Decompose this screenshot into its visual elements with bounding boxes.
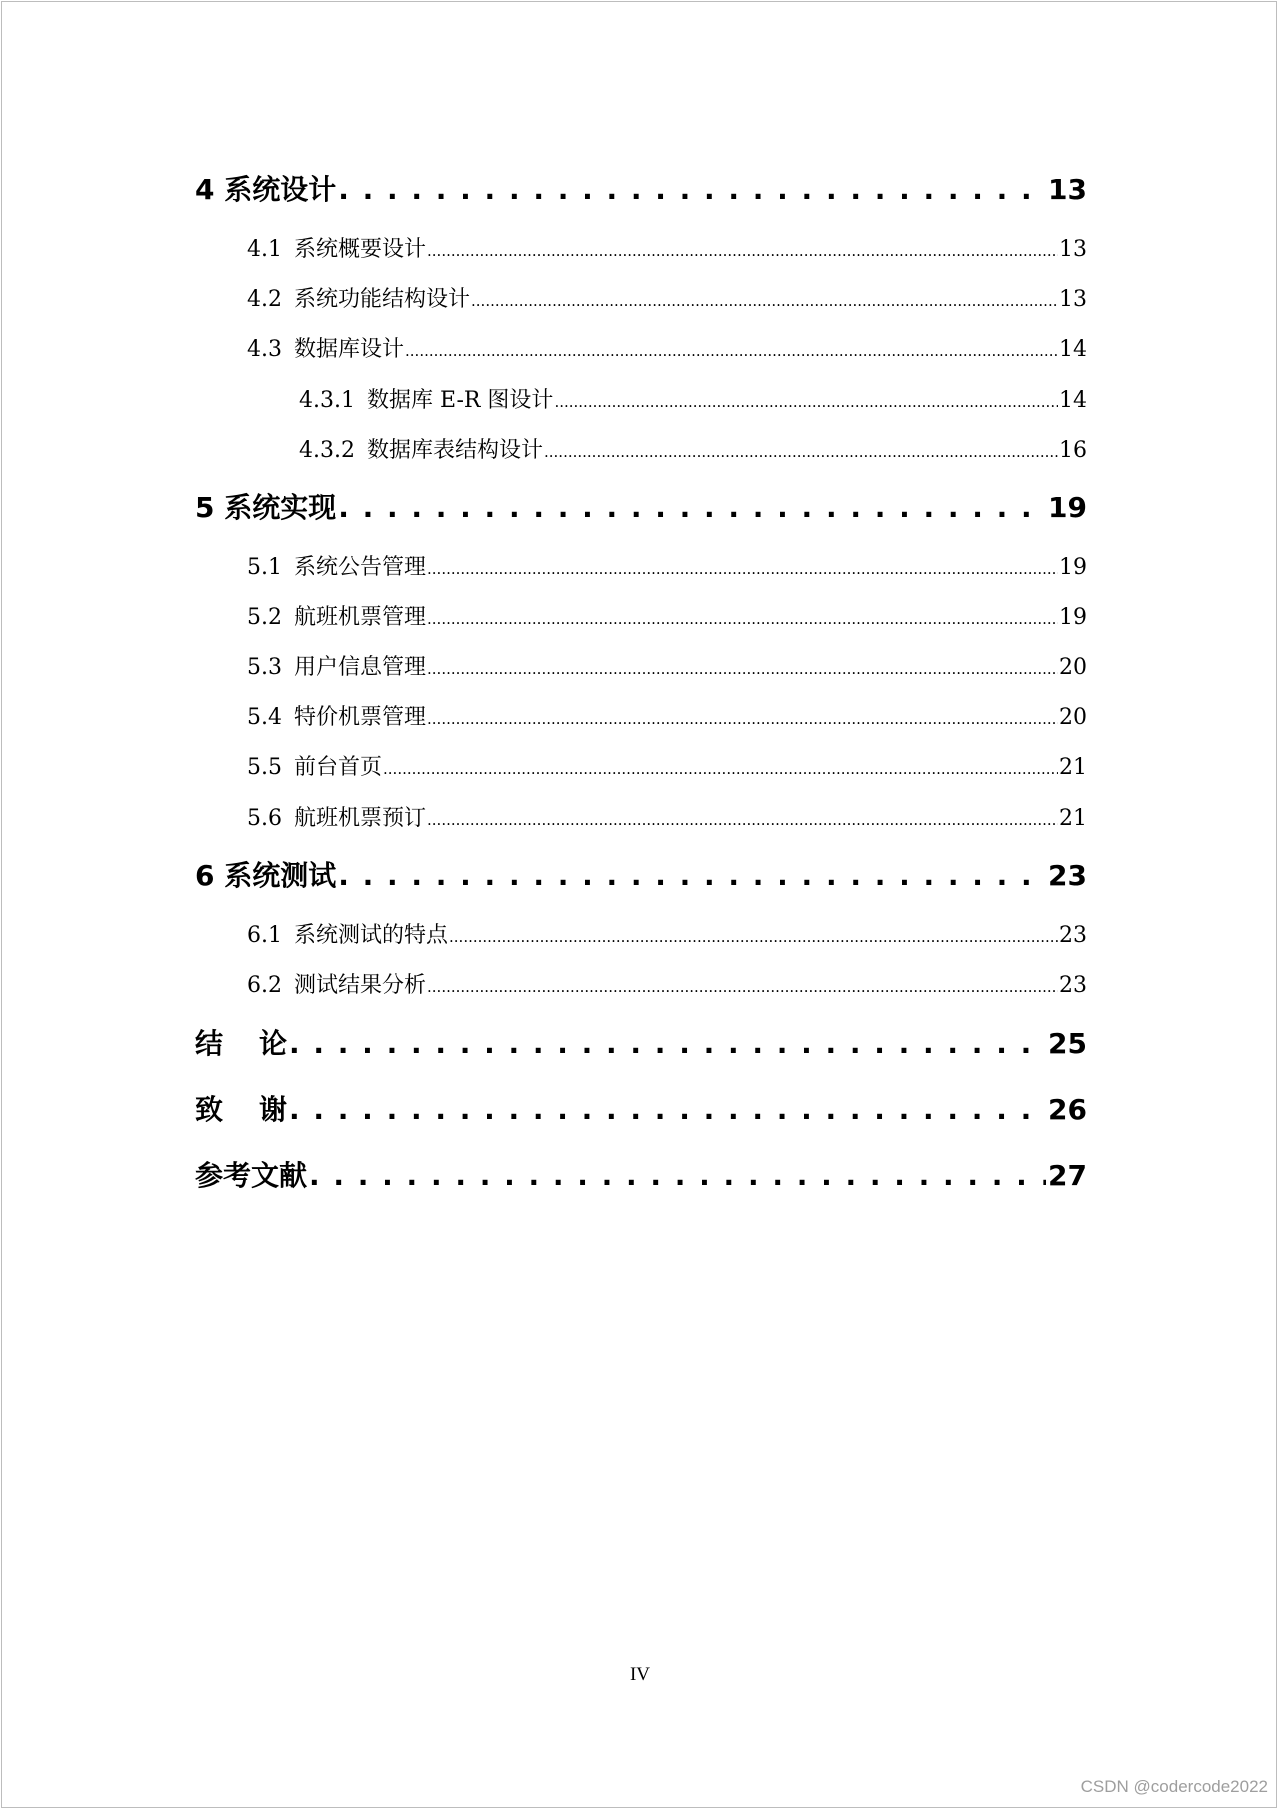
dot-leader — [338, 173, 1046, 206]
dot-leader — [338, 491, 1046, 524]
toc-section-label — [247, 650, 426, 681]
section-title: 系统概要设计 — [294, 237, 427, 262]
toc-section-label — [247, 550, 426, 581]
toc-section-6-2[interactable] — [195, 968, 1087, 1000]
toc-references-label: 参考文献 — [195, 1159, 308, 1192]
dot-leader — [338, 859, 1046, 892]
page-number: 19 — [1059, 605, 1087, 630]
page-number: 13 — [1059, 237, 1087, 262]
chapter-title: 系统设计 — [224, 173, 337, 206]
toc-section-4-3-1[interactable] — [195, 383, 1087, 415]
dot-leader — [383, 760, 1058, 778]
dot-leader — [289, 1027, 1046, 1060]
section-number: 5.6 — [247, 806, 282, 831]
toc-section-label — [299, 383, 553, 414]
section-title: 前台首页 — [294, 755, 383, 780]
page-number: 21 — [1059, 806, 1087, 831]
page-number: 21 — [1059, 755, 1087, 780]
page-number: 25 — [1048, 1027, 1087, 1060]
toc-references[interactable] — [195, 1154, 1087, 1194]
dot-leader — [449, 928, 1058, 946]
toc-section-5-1[interactable] — [195, 550, 1087, 582]
chapter-number: 4 — [195, 173, 215, 206]
toc-section-4-1[interactable] — [195, 232, 1087, 264]
dot-leader — [427, 978, 1058, 996]
toc-conclusion-label — [195, 1022, 287, 1062]
page-number: 20 — [1059, 705, 1087, 730]
toc-section-label — [247, 232, 426, 263]
toc-conclusion[interactable] — [195, 1022, 1087, 1062]
section-title: 用户信息管理 — [294, 655, 427, 680]
toc-acknowledgements-label — [195, 1088, 287, 1128]
toc-section-5-3[interactable] — [195, 650, 1087, 682]
heading-char: 结 — [195, 1027, 224, 1060]
section-title: 系统测试的特点 — [294, 923, 449, 948]
section-title: 系统公告管理 — [294, 555, 427, 580]
toc-section-5-6[interactable] — [195, 801, 1087, 833]
toc-chapter-4[interactable] — [195, 168, 1087, 208]
page-footer-number: IV — [629, 1664, 651, 1685]
dot-leader — [427, 710, 1058, 728]
section-title: 航班机票预订 — [294, 806, 427, 831]
document-page — [1, 1, 1277, 1808]
page-number: 23 — [1048, 859, 1087, 892]
page-number: 20 — [1059, 655, 1087, 680]
toc-section-6-1[interactable] — [195, 918, 1087, 950]
heading-char: 论 — [259, 1027, 288, 1060]
watermark: CSDN @codercode2022 — [1080, 1777, 1268, 1796]
section-number: 4.3.1 — [299, 388, 355, 413]
page-number: 14 — [1059, 337, 1087, 362]
toc-section-label — [247, 801, 426, 832]
section-number: 6.1 — [247, 923, 282, 948]
dot-leader — [427, 811, 1058, 829]
chapter-title: 系统测试 — [224, 859, 337, 892]
toc-section-5-4[interactable] — [195, 700, 1087, 732]
dot-leader — [289, 1093, 1046, 1126]
section-title: 特价机票管理 — [294, 705, 427, 730]
toc-section-5-2[interactable] — [195, 600, 1087, 632]
toc-section-label — [247, 918, 448, 949]
section-number: 5.1 — [247, 555, 282, 580]
toc-section-label — [247, 750, 382, 781]
page-number: 19 — [1059, 555, 1087, 580]
section-number: 4.3.2 — [299, 438, 355, 463]
heading-char: 致 — [195, 1093, 224, 1126]
dot-leader — [554, 393, 1058, 411]
toc-acknowledgements[interactable] — [195, 1088, 1087, 1128]
toc-chapter-5[interactable] — [195, 486, 1087, 526]
section-number: 6.2 — [247, 973, 282, 998]
dot-leader — [309, 1159, 1046, 1192]
page-number: 13 — [1059, 287, 1087, 312]
toc-section-label — [247, 600, 426, 631]
toc-section-label — [247, 332, 404, 363]
toc-section-label — [247, 968, 426, 999]
toc-section-label — [247, 700, 426, 731]
page-number: 23 — [1059, 973, 1087, 998]
page-number: 27 — [1048, 1159, 1087, 1192]
section-title: 测试结果分析 — [294, 973, 427, 998]
section-number: 4.2 — [247, 287, 282, 312]
page-number: 16 — [1059, 438, 1087, 463]
section-number: 4.1 — [247, 237, 282, 262]
page-number: 26 — [1048, 1093, 1087, 1126]
section-title: 系统功能结构设计 — [294, 287, 471, 312]
section-number: 5.2 — [247, 605, 282, 630]
dot-leader — [544, 443, 1058, 461]
toc-chapter-6[interactable] — [195, 854, 1087, 894]
toc-section-label — [299, 433, 543, 464]
section-number: 5.5 — [247, 755, 282, 780]
toc-chapter-6-label — [195, 854, 336, 894]
page-number: 14 — [1059, 388, 1087, 413]
dot-leader — [427, 610, 1058, 628]
section-number: 5.3 — [247, 655, 282, 680]
section-title: 数据库表结构设计 — [366, 438, 543, 463]
toc-section-5-5[interactable] — [195, 750, 1087, 782]
toc-section-4-2[interactable] — [195, 282, 1087, 314]
toc-section-4-3[interactable] — [195, 332, 1087, 364]
heading-char: 谢 — [259, 1093, 288, 1126]
chapter-number: 5 — [195, 491, 215, 524]
dot-leader — [427, 560, 1058, 578]
toc-chapter-4-label — [195, 168, 336, 208]
toc-chapter-5-label — [195, 486, 336, 526]
section-title: 数据库设计 — [294, 337, 405, 362]
chapter-number: 6 — [195, 859, 215, 892]
dot-leader — [471, 292, 1058, 310]
dot-leader — [427, 660, 1058, 678]
section-number: 5.4 — [247, 705, 282, 730]
toc-section-4-3-2[interactable] — [195, 433, 1087, 465]
section-number: 4.3 — [247, 337, 282, 362]
page-number: 19 — [1048, 491, 1087, 524]
toc-section-label — [247, 282, 470, 313]
page-number: 13 — [1048, 173, 1087, 206]
chapter-title: 系统实现 — [224, 491, 337, 524]
page-number: 23 — [1059, 923, 1087, 948]
dot-leader — [405, 342, 1058, 360]
section-title: 数据库 E-R 图设计 — [366, 388, 554, 413]
section-title: 航班机票管理 — [294, 605, 427, 630]
dot-leader — [427, 242, 1058, 260]
